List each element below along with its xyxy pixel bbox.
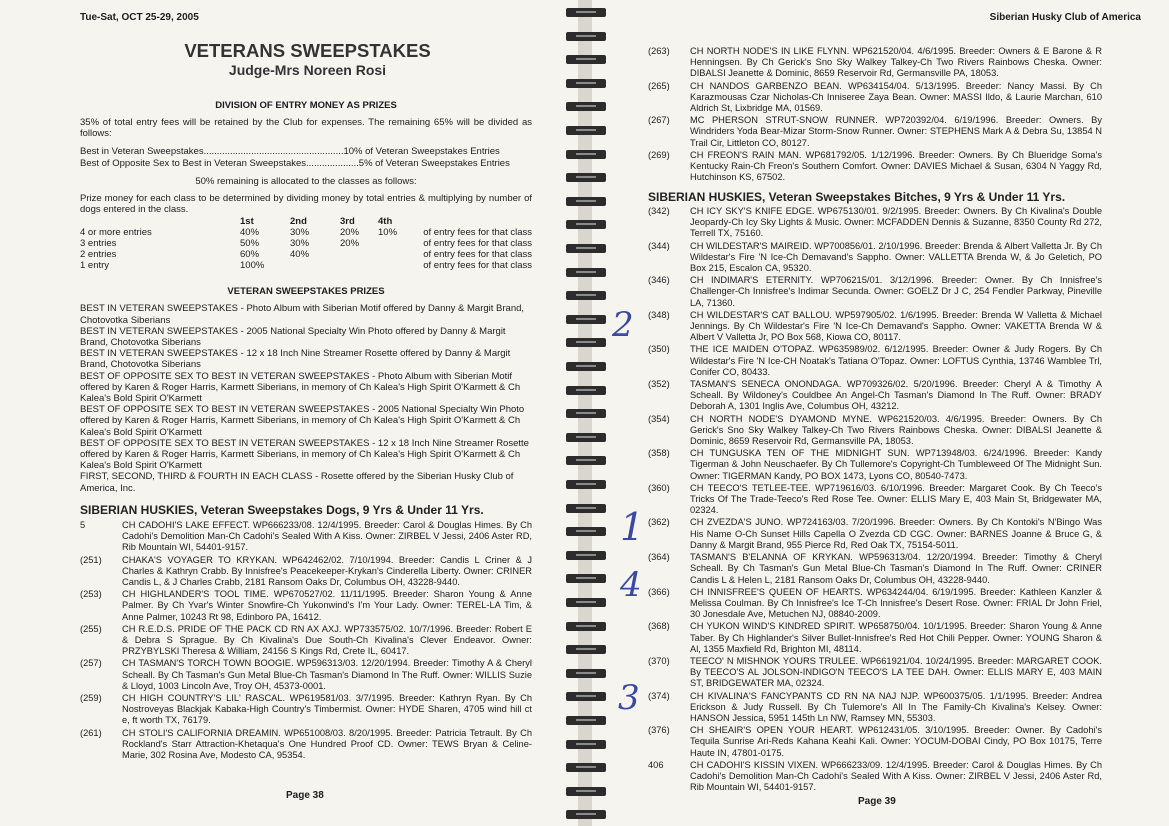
entry-text: CH INDIMAR'S ETERNITY. WP706215/01. 3/12/1996. Breeder: Owner. By Ch Innisfree's Challenger-Ch Innisfree's Indimar Secunda. Owner: GOELZ Dr J C, 254 Fendler Parkway, Pineville LA, 71360.	[690, 275, 1102, 308]
prize-item: BEST OF OPPOSITE SEX TO BEST IN VETERAN SWEEPSTAKES - 12 x 18 Inch Nine Streamer Rosette offered by Karen & Roger Harris, Karmett Siberians, in memory of Ch Kalea's High Spirit O'Karmett & Ch Kalea's Bold Spirit O'Karmett	[80, 437, 529, 472]
binding-ring	[566, 220, 606, 229]
row-label: 2 entries	[80, 249, 117, 261]
binding-ring	[566, 268, 606, 277]
binding-ring	[566, 197, 606, 206]
entry-text: CH R.E.D.S. PRIDE OF THE PACK CD RN AX AXJ. WP733575/02. 10/7/1996. Breeder: Robert E & Debra S Sprague. By Ch Kivalina's Due South-Ch Kivalina's Clever Endeavor. Owner: PRZYBYLSKI Theresa & William, 24156 S Kings Rd, Crete IL, 60417.	[122, 623, 532, 657]
prize-row	[80, 227, 532, 238]
binding-ring	[566, 692, 606, 701]
entry-text: CH CADOHI'S LAKE EFFECT. WP666233/08. 12/4/1995. Breeder: Carol & Douglas Himes. By Ch Cadohi's Demolition Man-Ch Cadohi's Sealed With A Kiss. Owner: ZIRBEL V Jessi, 2406 Aster RD, Rib Mountain WI, 54401-9157.	[122, 520, 532, 553]
best-in-line: Best in Veteran Sweepstakes.....................................................10% of Veteran Sweepstakes Entries	[80, 146, 500, 158]
entry-number: (261)	[80, 727, 102, 738]
cell-1st: 100%	[240, 260, 265, 272]
list-item	[648, 344, 1102, 378]
prize-row	[80, 260, 532, 271]
list-item	[648, 81, 1102, 115]
list-item	[80, 658, 532, 692]
binding-ring	[566, 409, 606, 418]
row-note: of entry fees for that class	[423, 249, 532, 261]
dogs-entry-list	[80, 520, 532, 761]
binding-ring	[566, 787, 606, 796]
cell-4th: 10%	[378, 227, 398, 239]
entry-text: THE ICE MAIDEN O'TOPAZ. WP635989/02. 6/12/1995. Breeder: Owner & Judy Rogers. By Ch Wildestar's Fire 'N Ice-CH Noatak's Tatiana O'Topaz. Owner: LOFTUS Cynthia, 13746 Wamblee Trl, Conifer CO, 80433.	[690, 344, 1102, 377]
prize-item: BEST IN VETERAN SWEEPSTAKES - 12 x 18 Inch Nine Streamer Rosette offered by Danny & Margit Brand, Chotovotka Siberians	[80, 348, 511, 371]
best-opposite-line: Best of Opposite Sex to Best in Veteran Sweepstakes....................5% of Veteran Sweepstakes Entries	[80, 157, 510, 169]
prize-money-text: Prize money for each class to be determined by dividing money by total entries & multiplying by number of dogs entered in the class.	[80, 193, 532, 216]
remaining-line: 50% remaining is allocated to the classes as follows:	[195, 175, 417, 187]
entry-number: (364)	[648, 552, 670, 563]
cell-4th	[378, 260, 416, 271]
cell-2nd: 40%	[290, 249, 310, 261]
binding-ring	[566, 386, 606, 395]
entry-number: (358)	[648, 448, 670, 459]
list-item	[648, 691, 1102, 725]
binding-ring	[566, 315, 606, 324]
binding-ring	[566, 173, 606, 182]
binding-ring	[566, 55, 606, 64]
right-page	[592, 0, 1169, 826]
cell-2nd	[290, 260, 340, 271]
entry-number: (374)	[648, 690, 670, 701]
entry-number: (350)	[648, 344, 670, 355]
list-item	[648, 379, 1102, 413]
entry-text: TASMAN'S SENECA ONONDAGA. WP709326/02. 5/20/1996. Breeder: Cheryl A & Timothy A Scheall. By Wildoney's Couldbee An Angel-Ch Tasman's Diamond In The Ruff. Owner: BRADY Deborah A, 1301 Inglis Ave, Columbus OH, 43212.	[690, 379, 1102, 412]
binding-ring	[566, 810, 606, 819]
prize-row	[80, 249, 532, 260]
handwritten-mark: 4	[620, 565, 642, 605]
dogs-continued-list	[648, 46, 1102, 184]
binding-ring	[566, 645, 606, 654]
entry-text: CHAKA'S VOYAGER TO KRYKAN. WP642462/02. 7/10/1994. Breeder: Candis L Criner & J Charles & Kathryn Crabb. By Innisfree's Peacekeeper-Krykan's Cinderella Liberty. Owner: CRINER Candis L, & J Charles Crabb, 2181 Ransom Oaks Dr, Columbus OH, 43228-9440.	[122, 554, 532, 588]
entry-number: (348)	[648, 309, 670, 320]
page-title: VETERANS SWEEPSTAKES	[184, 40, 431, 61]
list-item	[80, 589, 532, 623]
entry-text: CH STOLI'S CALIFORNIA DREAMIN. WP651008/03. 8/20/1995. Breeder: Patricia Tetrault. By Ch Rockland's Starr Attraction-Khetaqua's One Hundred Proof CD. Owner: TEWS Bryan & Celine-Marie, 302 Rosina Ave, Modesto CA, 95354.	[122, 727, 532, 761]
entry-number: (269)	[648, 149, 670, 160]
division-block	[80, 100, 532, 494]
binding-ring	[566, 456, 606, 465]
binding-ring	[566, 669, 606, 678]
entry-text: CH SHEAIR'S OPEN YOUR HEART. WP612431/05. 3/10/1995. Breeder: Owner. By Cadohi's Tequila Sunrise Ari-Reds Kahana Keahi Kali. Owner: YOCUM-DOBAI Cindy, PO Box 10175, Terre Haute IN, 47801-0175.	[690, 725, 1102, 758]
prize-table-header	[80, 216, 532, 227]
row-label: 3 entries	[80, 238, 117, 250]
binding-ring	[566, 480, 606, 489]
dogs-section	[80, 503, 532, 762]
cell-3rd	[340, 249, 378, 260]
entry-number: (265)	[648, 80, 670, 91]
list-item	[648, 448, 1102, 482]
prize-row	[80, 238, 532, 249]
cell-1st: 60%	[240, 249, 260, 261]
list-item	[80, 520, 532, 554]
header-4th: 4th	[378, 216, 393, 228]
prize-table	[80, 216, 532, 271]
page-number: Page 38	[286, 790, 324, 801]
handwritten-mark: 1	[620, 505, 645, 549]
binding-ring	[566, 8, 606, 17]
header-1st: 1st	[240, 216, 254, 228]
entry-number: (259)	[80, 693, 102, 704]
list-item	[648, 46, 1102, 80]
entry-text: CH HIGH COUNTRY'S LIL' RASCAL. WP619581/03. 3/7/1995. Breeder: Kathryn Ryan. By Ch Nostroveyas Blackjak Kabaka-High Country's Timbermist. Owner: HYDE Sharen, 4705 wind hill ct e, ft worth TX, 76179.	[122, 693, 532, 726]
header-3rd: 3rd	[340, 216, 355, 228]
list-item	[80, 728, 532, 762]
judge-name: Judge-Mrs Noreen Rosi	[228, 62, 387, 78]
entry-number: (354)	[648, 413, 670, 424]
cell-3rd	[340, 260, 378, 271]
page-number: Page 39	[858, 796, 896, 807]
entry-number: 5	[80, 520, 86, 530]
entry-text: TEECO' N MISHNOK YOURS TRULEE. WP661921/04. 10/24/1995. Breeder: MARGARET COOK. By TEECO'S AL JOLSON-INDIGO'N TEECO'S LA TEE DAH. Owner: ELLIS MARY E, 403 MAIN ST, BRIDGEWATER MA, 02324.	[690, 655, 1102, 689]
row-label: 4 or more entries	[80, 227, 152, 239]
entry-number: (342)	[648, 206, 670, 216]
entry-number: (251)	[80, 554, 102, 565]
entry-number: (362)	[648, 517, 670, 528]
division-intro: 35% of total entry fees will be retained by the Club for expenses. The remaining 65% will be divided as follows:	[80, 117, 532, 140]
binding-ring	[566, 763, 606, 772]
list-item	[648, 587, 1102, 621]
list-item	[648, 206, 1102, 240]
list-item	[648, 275, 1102, 309]
binding-ring	[566, 551, 606, 560]
list-item	[648, 760, 1102, 794]
entry-number: (263)	[648, 46, 670, 56]
header-date: Tue-Sat, OCT 25-29, 2005	[80, 12, 199, 23]
row-note: of entry fees for that class	[423, 227, 532, 239]
prizes-list	[80, 303, 532, 493]
list-item	[648, 656, 1102, 690]
entry-number: (376)	[648, 725, 670, 736]
row-label: 1 entry	[80, 260, 110, 272]
binding-ring	[566, 32, 606, 41]
entry-text: CH FREON'S RAIN MAN. WP681792/05. 1/12/1996. Breeder: Owners. By Ch Blueridge Soma's Kentucky Rain-Ch Freon's Southern Comfort. Owner: DAVIES Michael & Susan, 6304 N Yaggy Rd, Hutchinson KS, 67502.	[690, 149, 1102, 183]
binding-ring	[566, 102, 606, 111]
prizes-heading: VETERAN SWEEPSTAKES PRIZES	[227, 286, 385, 298]
list-item	[648, 414, 1102, 448]
entry-text: CH TUNGUSKA TEN OF THE MIDNIGHT SUN. WP713948/03. 6/24/1996. Breeder: Kandy Tigerman & John Neuschaefer. By Ch Tullemore's Copyright-Ch Tumbleweed Of The Midnight Sun. Owner: TIGERMAN Kandy, PO BOX 1473, Lyons CO, 80540-7473.	[690, 448, 1102, 481]
binding-ring	[566, 338, 606, 347]
list-item	[648, 552, 1102, 586]
spiral-binding	[560, 0, 610, 826]
entry-text: CH ICY SKY'S KNIFE EDGE. WP675130/01. 9/2/1995. Breeder: Owners. By Ch Kivalina's Double Jeopardy-Ch Icy Sky Lights & Music. Owner: MCFADDEN Dennis & Suzanne, 8350 County Rd 272, Terrell TX, 75160.	[690, 206, 1102, 239]
entry-text: CH INNISFREE'S QUEEN OF HEARTS. WP634244/04. 6/19/1995. Breeder: Kathleen Kanzler & Melissa Coulman. By Ch Innisfree's Ice T-Ch Innisfree's Desert Rose. Owner: FRIAL Dr John Friel, 30 Jonesdale Ave, Metuchen NJ, 08840-2009.	[690, 586, 1102, 620]
entry-text: CH WILDESTAR'S MAIREID. WP700856/01. 2/10/1996. Breeder: Brenda & Albert Valletta Jr. By Ch Wildestar's Fire 'N Ice-Ch Demavand's Sappho. Owner: VALLETTA Brenda W, & Jo Geletich, PO Box 215, Escalon CA, 95320.	[690, 240, 1102, 274]
header-2nd: 2nd	[290, 216, 307, 228]
list-item	[648, 241, 1102, 275]
left-page	[0, 0, 578, 826]
entry-text: CH TASMAN'S TORCH TOWN BOOGIE. WP596313/03. 12/20/1994. Breeder: Timothy A & Cheryl Scheall. By Ch Tasman's Gun Metal Blue-Ch Tasman's Diamond In The Ruff. Owner: WILLIS Suzie & Lloyd, 1003 Lincoln Ave, Troy OH, 45373-0001.	[122, 658, 532, 691]
prize-item: BEST OF OPPOSITE SEX TO BEST IN VETERAN SWEEPSTAKES - Photo Album with Siberian Motif offered by Karen & Roger Harris, Karmett Siberians, in memory of Ch Kalea's High Spirit O'Karmett & Ch Kalea's Bold Spirit O'Karmett	[80, 370, 521, 405]
entry-text: CH NANDOS GARBENZO BEAN. WP634154/04. 5/13/1995. Breeder: Nancy Massi. By Ch Karazmousas Czar Nicholas-Ch Inniseree Zaya Bean. Owner: MASSI Ildo, & Laurie Marchan, 610 Aldrich St, Lixbridge MA, 01569.	[690, 80, 1102, 114]
cell-2nd: 30%	[290, 227, 310, 239]
cell-1st: 50%	[240, 238, 260, 250]
prize-item: BEST IN VETERAN SWEEPSTAKES - 2005 National Specialty Win Photo offered by Danny & Margit Brand, Chotovotka Siberians	[80, 325, 506, 349]
entry-text: CH HIGHLANDER'S TOOL TIME. WP670527/02. 11/11/1995. Breeder: Sharon Young & Anne Palmer. By Ch Yvar's Winter Snowfire-Ch Yukonwind's I'm Your Lady. Owner: TEREL-LA Tim, & Anne Palmer, 10243 Rt 98, Edinboro PA, 16412.	[122, 589, 532, 622]
entry-number: (253)	[80, 589, 102, 600]
entry-text: CH CADOHI'S KISSIN VIXEN. WP666233/09. 12/4/1995. Breeder: Carol & Douglas Himes. By Ch Cadohi's Demolition Man-Ch Cadohi's Sealed With A Kiss. Owner: ZIRBEL V Jessi, 2406 Aster Rd, Rib Mountain WI, 54401-9157.	[690, 759, 1102, 793]
handwritten-mark: 2	[612, 305, 634, 345]
entry-number: (370)	[648, 655, 670, 666]
entry-text: CH TEECO'S TETLEE-TEE. WP719616/03. 6/10/1996. Breeder: Margaret Cook. By Ch Teeco's Tricks Of The Trade-Teeco's Red Rose Tee. Owner: ELLIS Mary E, 403 Main St, Bridgewater MA, 02324.	[690, 482, 1102, 516]
entry-text: TASMAN'S B'ELANNA OF KRYKAN. WP596313/04. 12/20/1994. Breeder: Timothy & Cheryl Scheall. By Ch Tasman's Gun Metal Blue-Ch Tasman's Diamond In The Ruff. Owner: CRINER Candis L & Helen L, 2181 Ransom Oaks Dr, Columbus OH, 43228-9440.	[690, 552, 1102, 585]
prize-item: FIRST, SECOND, THIRD & FOURTH IN EACH CLASS - Rosette offered by the Siberian Husky Club of America, Inc.	[80, 471, 514, 494]
list-item	[80, 693, 532, 727]
list-item	[648, 517, 1102, 551]
entry-number: 406	[648, 759, 664, 770]
entry-text: CH YUKON WIND'S KINDRED SPIRIT. WP658750/04. 10/1/1995. Breeder: Sharon Young & Anne Taber. By Ch Highlander's Silver Bullet-Innisfree's Red Hot Chili Pepper. Owner: YOUNG Sharon & Al, 1355 Maxfield Rd, Brighton MI, 48114.	[690, 621, 1102, 654]
header-club: Siberian Husky Club of America	[989, 12, 1141, 23]
binding-ring	[566, 598, 606, 607]
binding-ring	[566, 362, 606, 371]
entry-number: (255)	[80, 623, 102, 634]
binding-ring	[566, 716, 606, 725]
entry-number: (352)	[648, 379, 670, 390]
entry-number: (344)	[648, 240, 670, 251]
entry-number: (257)	[80, 658, 102, 669]
list-item	[80, 555, 532, 589]
row-note: of entry fees for that class	[423, 238, 532, 250]
cell-2nd: 30%	[290, 238, 310, 250]
binding-ring	[566, 504, 606, 513]
entry-text: MC PHERSON STRUT-SNOW RUNNER. WP720392/04. 6/19/1996. Breeder: Owners. By Windriders Yoda Bear-Mizar Storm-Snow Runner. Owner: STEPHENS Mark A & Debra Su, 13854 N Trail Cir, Littleton CO, 80127.	[690, 115, 1102, 148]
section-heading: SIBERIAN HUSKIES, Veteran Sweepstakes Dogs, 9 Yrs & Under 11 Yrs.	[80, 503, 484, 517]
entry-number: (368)	[648, 621, 670, 632]
list-item	[648, 621, 1102, 655]
entry-number: (346)	[648, 275, 670, 286]
cell-3rd: 20%	[340, 238, 360, 250]
entry-number: (366)	[648, 586, 670, 597]
list-item	[648, 115, 1102, 149]
cell-4th	[378, 249, 416, 260]
binding-ring	[566, 79, 606, 88]
binding-ring	[566, 740, 606, 749]
binding-ring	[566, 433, 606, 442]
entry-text: CH NORTH NODE'S IN LIKE FLYNN. WP621520/04. 4/6/1995. Breeder: Owners & E Barone & R Henningsen. By Ch Gerick's Sno Sky Walkey Talkey-Ch Two Rivers Rainbows Cheska. Owner: DIBALSI Jeanette & Dominic, 8659 Reservoir Rd, Germansville PA, 18053.	[690, 46, 1102, 79]
row-note: of entry fees for that class	[423, 260, 532, 272]
entry-text: CH WILDESTAR'S CAT BALLOU. WP597905/02. 1/6/1995. Breeder: Brenda W Valletta & Michael Jennings. By Ch Wildestar's Fire 'N Ice-Ch Demavand's Sappho. Owner: VAKETTA Brenda W & Albert V Valletta Jr, PO Box 568, Kiowa CO, 80117.	[690, 309, 1102, 343]
bitches-entry-list	[648, 206, 1102, 793]
prize-item: BEST OF OPPOSITE SEX TO BEST IN VETERAN SWEEPSTAKES - 2005 National Specialty Win Photo offered by Karen & Roger Harris, Karmett Siberians, in memory of Ch Kalea's High Spirit O'Karmett & Ch Kalea's Bold Spirit O'Karmett	[80, 404, 525, 438]
division-heading: DIVISION OF ENTRY MONEY AS PRIZES	[215, 100, 397, 111]
list-item	[648, 483, 1102, 517]
list-item	[80, 624, 532, 658]
entry-number: (267)	[648, 115, 670, 126]
cell-1st: 40%	[240, 227, 260, 239]
binding-ring	[566, 527, 606, 536]
bitches-section	[648, 190, 1102, 794]
handwritten-mark: 3	[618, 678, 640, 718]
binding-ring	[566, 574, 606, 583]
entry-number: (360)	[648, 482, 670, 493]
entry-text: CH KIVALINA'S FANCYPANTS CD RN NA NAJ NJP. WP600375/05. 1/1/1995. Breeder: Andrea Erickson & Judy Russell. By Ch Tulemore's All In The Family-Ch Kivalina's Kelsey. Owner: HANSON Jessica, 5951 145th Ln NW, Ramsey MN, 55303.	[690, 690, 1102, 723]
list-item	[648, 725, 1102, 759]
entry-text: CH NORTH NODE'S DYAMOND MYNE. WP621520/03. 4/6/1995. Breeder: Owners. By Ch Gerick's Sno Sky Walkey Talkey-Ch Two Rivers Rainbows Cheska. Owner: DIBALSI Jeanette & Dominic, 8659 Reservoir Rd, Germansville PA, 18053.	[690, 413, 1102, 447]
list-item	[648, 150, 1102, 184]
binding-ring	[566, 150, 606, 159]
prize-item: BEST IN VETERAN SWEEPSTAKES - Photo Album with Siberian Motif offered by Danny & Margit Brand, Chotovotka Siberians	[80, 303, 525, 326]
entry-text: CH ZVEZDA'S JUNO. WP724163/03. 7/20/1996. Breeder: Owners. By Ch Kontoki's N'Bingo Was His Name O-Ch Sunset Hills Capella O Zvezda CD CGC. Owner: BARNES Joanne & Bruce G, & Danny & Margit Brand, 955 Pierce Rd, Red Oak TX, 75154-5011.	[690, 517, 1102, 550]
binding-ring	[566, 291, 606, 300]
section-heading: SIBERIAN HUSKIES, Veteran Sweepstakes Bitches, 9 Yrs & Under 11 Yrs.	[648, 190, 1066, 204]
binding-ring	[566, 622, 606, 631]
list-item	[648, 310, 1102, 344]
cell-3rd: 20%	[340, 227, 360, 239]
binding-ring	[566, 126, 606, 135]
cell-4th	[378, 238, 416, 249]
binding-ring	[566, 244, 606, 253]
